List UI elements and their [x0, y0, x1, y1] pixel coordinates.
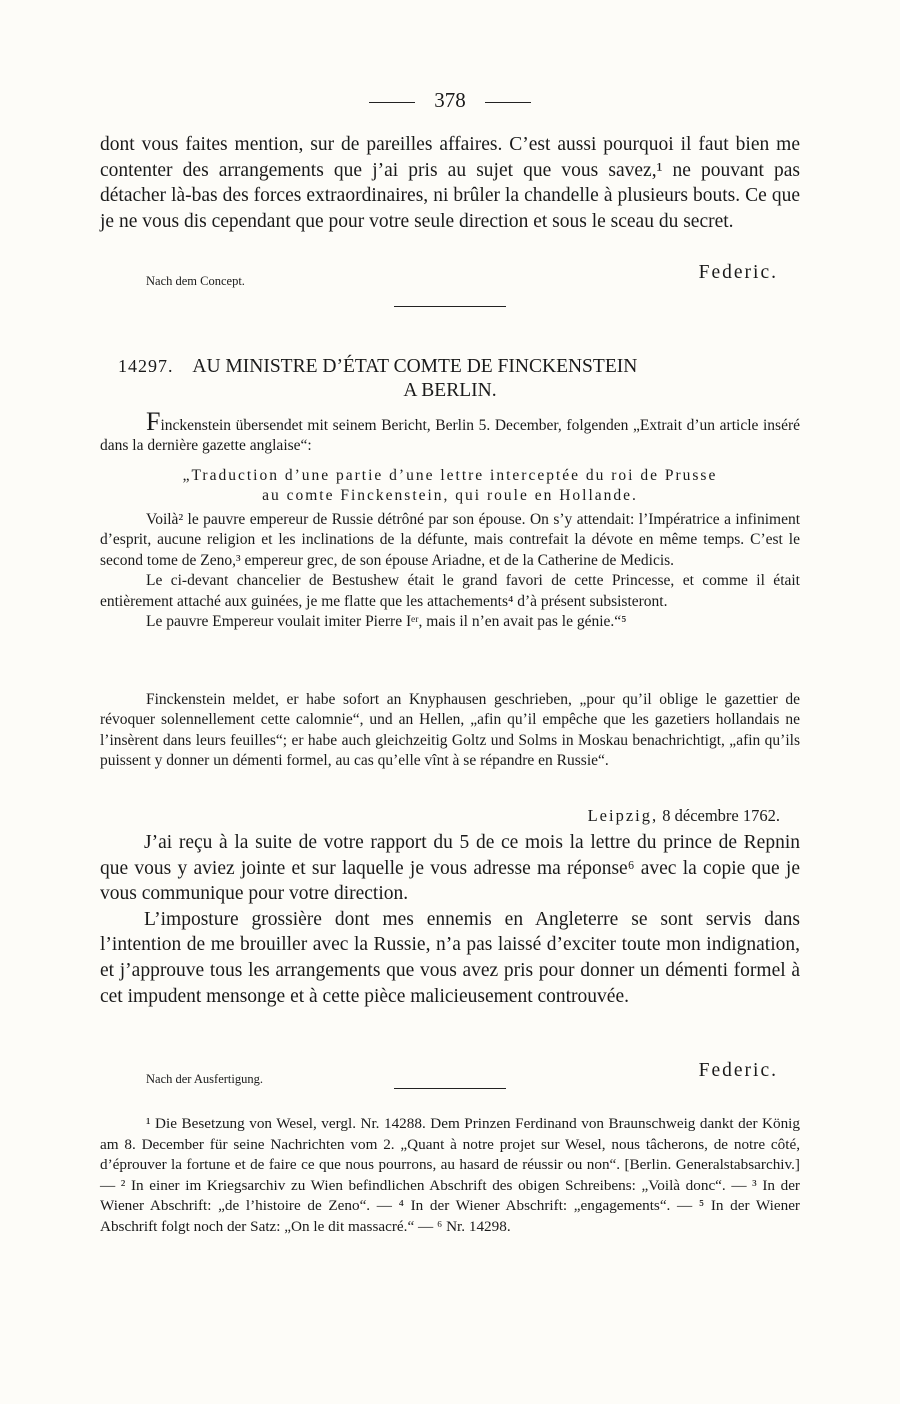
- letter-number: 14297.: [118, 356, 174, 376]
- quote-paragraph-2: Le ci-devant chancelier de Bestushew était le grand favori de cette Princesse, et comme il était entièrement attaché aux guinées, je me flatte que les attachements⁴ d’à présent subsisteront.: [100, 572, 800, 610]
- signature-second: Federic.: [698, 1060, 778, 1081]
- footnote-divider: [394, 1088, 506, 1089]
- letter-title-line1: AU MINISTRE D’ÉTAT COMTE DE FINCKENSTEIN: [192, 356, 638, 377]
- quoted-letter: [100, 510, 800, 632]
- date-value: 8 décembre 1762.: [662, 806, 780, 825]
- letter-title: [100, 354, 800, 403]
- dropcap-letter: F: [146, 407, 161, 436]
- page-header: [100, 88, 800, 113]
- footnotes: ¹ Die Besetzung von Wesel, vergl. Nr. 14288. Dem Prinzen Ferdinand von Braunschweig dankt der König am 8. December für seine Nachrichten vom 2. „Quant à notre projet sur Wesel, nous tâcherons, de notre côté, d’éprouver la fortune et de faire ce que nous pourrons, au hasard de réussir ou non“. [Berlin. Generalstabsarchiv.] — ² In einer im Kriegsarchiv zu Wien befindlichen Abschrift des obigen Schreibens: „Voilà donc“. — ³ In der Wiener Abschrift: „de l’histoire de Zeno“. — ⁴ In der Wiener Abschrift: „engagements“. — ⁵ In der Wiener Abschrift folgt noch der Satz: „On le dit massacré.“ — ⁶ Nr. 14298.: [100, 1115, 800, 1235]
- section-divider: [394, 306, 506, 307]
- quote-paragraph-3: Le pauvre Empereur voulait imiter Pierre Iᵉʳ, mais il n’en avait pas le génie.“⁵: [146, 613, 627, 631]
- continuation-paragraph: dont vous faites mention, sur de pareilles affaires. C’est aussi pourquoi il faut bien me contenter des arrangements que j’ai pris au sujet que vous savez,¹ ne pouvant pas détacher là-bas des forces extraordinaires, ni brûler la chandelle à plusieurs bouts. Ce que je ne vous dis cependant que pour votre seule direction et sous le sceau du secret.: [100, 134, 800, 232]
- source-note-concept: Nach dem Concept.: [146, 274, 245, 288]
- editorial-intro: [100, 407, 800, 457]
- body-paragraph-1: J’ai reçu à la suite de votre rapport du 5 de ce mois la lettre du prince de Repnin que vous y aviez jointe et sur laquelle je vous adresse ma réponse⁶ avec la copie que je vous communique pour votre direction.: [100, 832, 800, 905]
- editorial-report: Finckenstein meldet, er habe sofort an Knyphausen geschrieben, „pour qu’il oblige le gazettier de révoquer solennellement cette calomnie“, und an Hellen, „afin qu’il empêche que les gazetiers hollandais ne l’insèrent dans leurs feuilles“; er habe auch gleichzeitig Goltz und Solms in Moskau benachrichtigt, „afin qu’ils puissent y donner un démenti formel, au cas qu’elle vînt à se répandre en Russie“.: [100, 691, 800, 770]
- quote-heading-line2: au comte Finckenstein, qui roule en Hollande.: [262, 487, 638, 505]
- body-paragraph-2: L’imposture grossière dont mes ennemis en Angleterre se sont servis dans l’intention de me brouiller avec la Russie, n’a pas laissé d’exciter toute mon indignation, et j’approuve tous les arrangements que vous avez pris pour donner un démenti formel à cet impudent mensonge et à cette pièce malicieusement controuvée.: [100, 908, 800, 1007]
- header-dash-left: [369, 102, 415, 103]
- quote-heading-line1: „Traduction d’une partie d’une lettre interceptée du roi de Prusse: [182, 467, 718, 484]
- quote-heading: [100, 466, 800, 507]
- source-note-ausfertigung: Nach der Ausfertigung.: [146, 1072, 263, 1086]
- letter-body: [100, 830, 800, 1009]
- page-number: 378: [434, 88, 466, 112]
- intro-text: inckenstein übersendet mit seinem Bericht, Berlin 5. December, folgenden „Extrait d’un article inséré dans la dernière gazette anglaise“:: [100, 417, 800, 455]
- signature-first: Federic.: [698, 262, 778, 283]
- quote-paragraph-1: Voilà² le pauvre empereur de Russie détrôné par son épouse. On s’y attendait: l’Impératrice a infiniment d’esprit, aucune religion et les inclinations de la défunte, mais contrefait la dévote en même temps. C’est le second tome de Zeno,³ empereur grec, de son épouse Ariadne, et de la Catherine de Medicis.: [100, 511, 800, 569]
- letter-date: [588, 806, 780, 826]
- letter-title-line2: A BERLIN.: [403, 380, 497, 401]
- header-dash-right: [485, 102, 531, 103]
- date-place: Leipzig,: [587, 806, 659, 825]
